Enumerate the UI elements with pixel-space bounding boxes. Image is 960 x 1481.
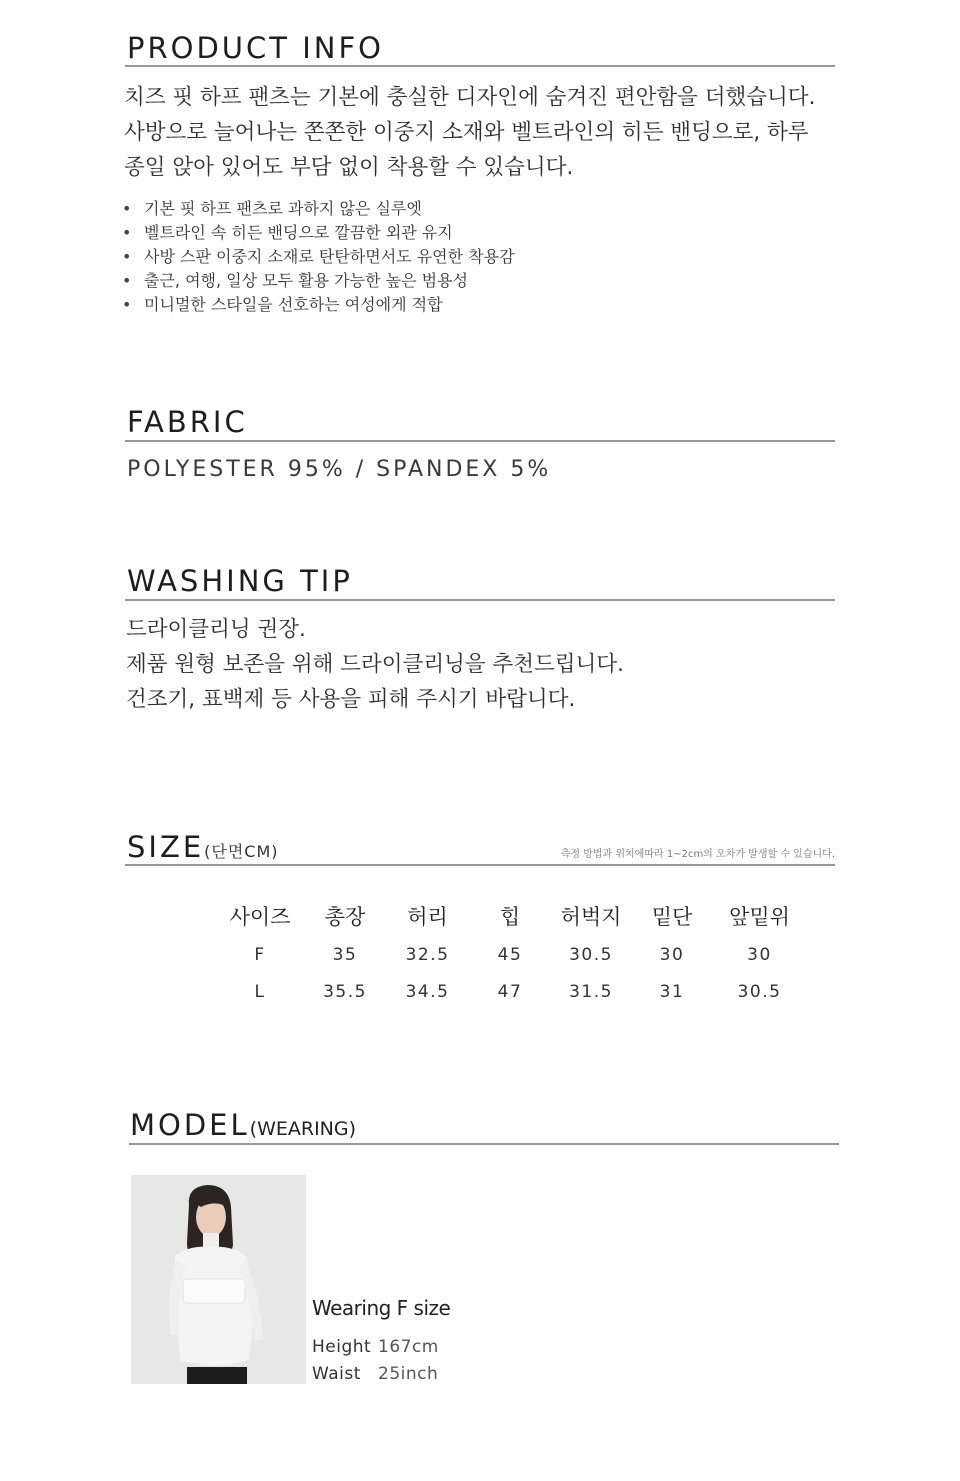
model-waist [312, 1364, 438, 1384]
waist-label: Waist [312, 1364, 361, 1384]
size-title: SIZE [127, 830, 205, 864]
washing-line: 드라이클리닝 권장. [126, 617, 306, 642]
column-header: 사이즈 [229, 905, 291, 929]
table-row [220, 973, 802, 1010]
product-info-description [124, 80, 815, 185]
column-header: 힙 [499, 905, 521, 929]
product-info-heading: PRODUCT INFO [127, 31, 384, 65]
size-heading [127, 830, 279, 864]
table-cell: L [254, 981, 266, 1002]
description-line: 사방으로 늘어나는 쫀쫀한 이중지 소재와 벨트라인의 히든 밴딩으로, 하루 [124, 120, 809, 145]
description-line: 종일 앉아 있어도 부담 없이 착용할 수 있습니다. [124, 155, 574, 180]
table-cell: 34.5 [405, 981, 450, 1002]
feature-item: • 출근, 여행, 일상 모두 활용 가능한 높은 범용성 [122, 269, 515, 293]
table-cell: 30.5 [569, 944, 613, 965]
table-cell: 30.5 [737, 981, 782, 1002]
table-cell: 35.5 [323, 981, 367, 1002]
wearing-size: Wearing F size [312, 1296, 451, 1320]
waist-value: 25inch [378, 1364, 439, 1384]
fabric-heading: FABRIC [127, 405, 248, 439]
table-row [220, 936, 802, 973]
size-unit: (단면CM) [204, 842, 279, 861]
table-cell: 47 [497, 981, 523, 1002]
column-header: 총장 [324, 905, 366, 929]
column-header: 허벅지 [560, 905, 622, 929]
table-cell: 30 [659, 944, 685, 965]
table-cell: 31 [659, 981, 685, 1002]
model-divider [129, 1143, 839, 1145]
size-note: 측정 방법과 위치에따라 1~2cm의 오차가 발생할 수 있습니다. [560, 849, 835, 860]
size-table-header [220, 896, 802, 936]
washing-line: 건조기, 표백제 등 사용을 피해 주시기 바랍니다. [126, 687, 576, 712]
feature-item: • 사방 스판 이중지 소재로 탄탄하면서도 유연한 착용감 [122, 245, 515, 269]
table-cell: F [254, 944, 266, 965]
model-title: MODEL [130, 1108, 250, 1142]
height-value: 167cm [378, 1337, 439, 1357]
table-cell: 30 [747, 944, 772, 965]
table-cell: 45 [497, 944, 523, 965]
table-cell: 35 [332, 944, 358, 965]
feature-list [122, 197, 515, 317]
table-cell: 31.5 [569, 981, 613, 1002]
model-subtitle: (WEARING) [249, 1118, 357, 1140]
column-header: 밑단 [651, 905, 693, 929]
product-info-divider [125, 65, 835, 67]
column-header: 앞밑위 [729, 905, 790, 929]
washing-tip-divider [125, 599, 835, 601]
washing-tip-text [126, 612, 624, 717]
fabric-composition: POLYESTER 95% / SPANDEX 5% [127, 457, 552, 482]
model-illustration [131, 1175, 306, 1384]
size-divider [125, 864, 835, 866]
size-table [220, 896, 802, 1010]
feature-item: • 미니멀한 스타일을 선호하는 여성에게 적합 [122, 293, 515, 317]
height-label: Height [312, 1337, 372, 1357]
model-photo [131, 1175, 306, 1384]
fabric-divider [125, 440, 835, 442]
table-cell: 32.5 [405, 944, 450, 965]
model-heading [130, 1108, 357, 1142]
model-height [312, 1337, 439, 1357]
feature-item: • 기본 핏 하프 팬츠로 과하지 않은 실루엣 [122, 197, 515, 221]
column-header: 허리 [407, 905, 448, 929]
feature-item: • 벨트라인 속 히든 밴딩으로 깔끔한 외관 유지 [122, 221, 515, 245]
description-line: 치즈 핏 하프 팬츠는 기본에 충실한 디자인에 숨겨진 편안함을 더했습니다. [124, 85, 816, 110]
washing-line: 제품 원형 보존을 위해 드라이클리닝을 추천드립니다. [126, 652, 624, 677]
washing-tip-heading: WASHING TIP [127, 564, 353, 598]
